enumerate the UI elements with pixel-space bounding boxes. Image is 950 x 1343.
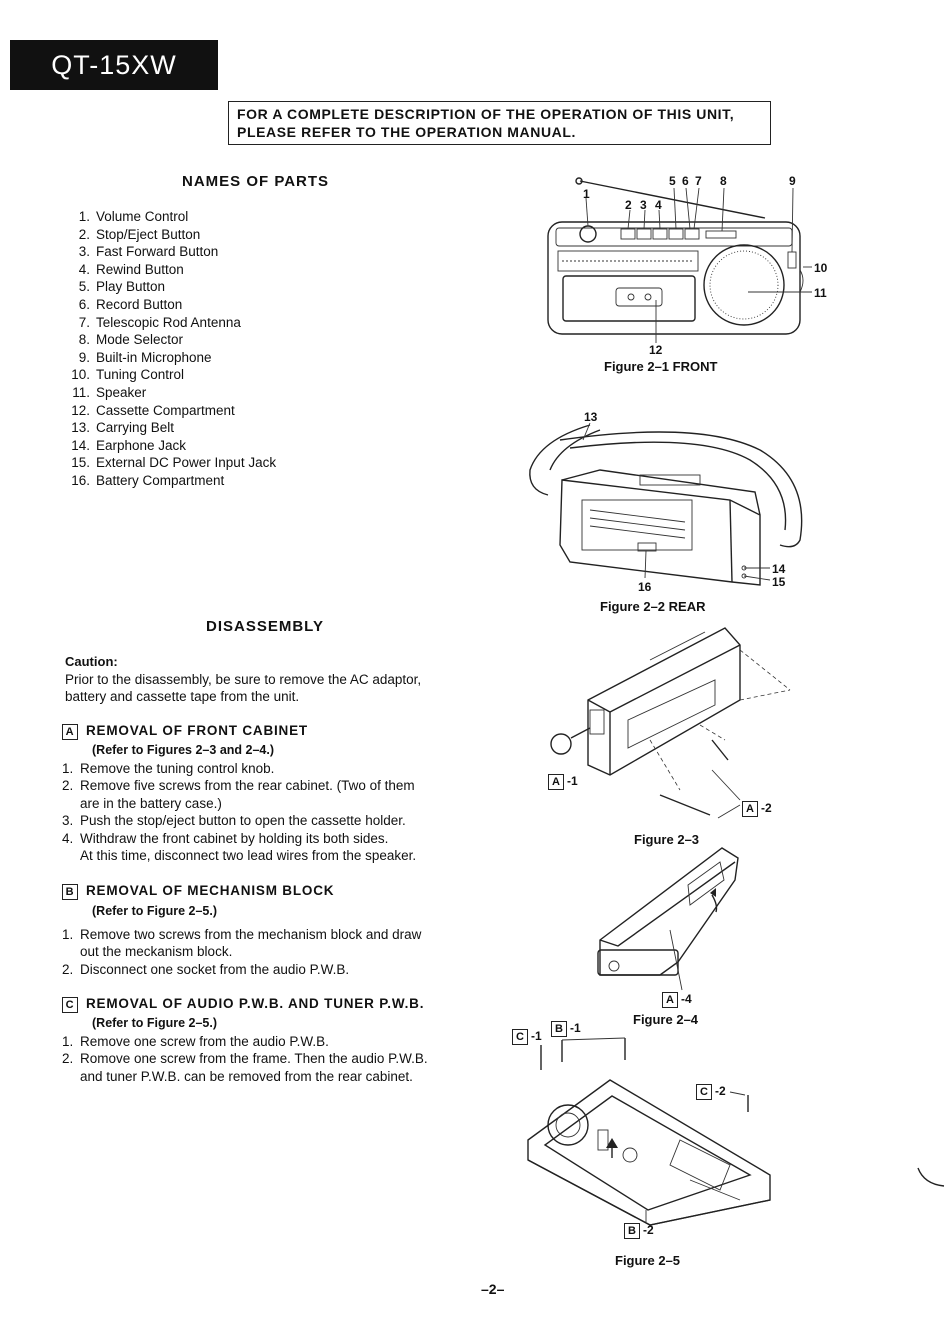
section-c-ref: (Refer to Figure 2–5.)	[92, 1016, 218, 1030]
step-continuation: out the meckanism block.	[80, 944, 233, 959]
label-b-1-suffix: -1	[570, 1021, 581, 1035]
step-text: Withdraw the front cabinet by holding its both sides.	[80, 830, 389, 846]
caution-line-1: Prior to the disassembly, be sure to remove the AC adaptor,	[65, 671, 422, 687]
callout-9: 9	[789, 174, 796, 188]
callout-15: 15	[772, 575, 786, 589]
label-c-2-letter: C	[696, 1084, 712, 1100]
figure-2-2-caption: Figure 2–2 REAR	[600, 599, 706, 614]
step-number: 4.	[62, 830, 74, 846]
caution-label: Caution:	[65, 654, 118, 669]
label-b-1-letter: B	[551, 1021, 567, 1037]
callout-6: 6	[682, 174, 689, 188]
part-number: 10.	[71, 367, 90, 383]
figure-2-3-caption: Figure 2–3	[634, 832, 700, 847]
step-number: 2.	[62, 1051, 74, 1066]
part-number: 3.	[78, 244, 90, 260]
step-number: 1.	[62, 926, 74, 942]
page-number: –2–	[481, 1281, 505, 1297]
part-number: 9.	[78, 349, 90, 365]
label-a-2-letter: A	[742, 801, 758, 817]
callout-1: 1	[583, 187, 590, 201]
part-number: 16.	[71, 472, 90, 488]
part-label: Record Button	[96, 296, 183, 312]
section-a-title-text: REMOVAL OF FRONT CABINET	[86, 723, 308, 738]
step-text: Romove one screw from the frame. Then the audio P.W.B.	[80, 1051, 428, 1066]
part-number: 8.	[78, 332, 90, 348]
figure-2-5-caption: Figure 2–5	[615, 1253, 681, 1268]
callout-2: 2	[625, 198, 632, 212]
step-continuation: and tuner P.W.B. can be removed from the rear cabinet.	[80, 1068, 413, 1084]
part-label: External DC Power Input Jack	[96, 455, 277, 471]
label-c-1-suffix: -1	[531, 1029, 542, 1043]
callout-13: 13	[584, 410, 598, 424]
part-label: Stop/Eject Button	[96, 226, 201, 242]
part-number: 6.	[78, 296, 90, 312]
label-a-1-letter: A	[548, 774, 564, 790]
part-number: 13.	[71, 420, 90, 436]
callout-11: 11	[814, 286, 827, 300]
step-number: 1.	[62, 1033, 74, 1049]
part-number: 2.	[78, 226, 90, 242]
label-a-4-letter: A	[662, 992, 678, 1008]
section-c-letter: C	[62, 997, 78, 1013]
notice-line-1: FOR A COMPLETE DESCRIPTION OF THE OPERATION OF THIS UNIT,	[237, 106, 735, 122]
step-continuation: are in the battery case.)	[80, 795, 222, 811]
section-b-letter: B	[62, 884, 78, 900]
figure-2-4-caption: Figure 2–4	[633, 1012, 699, 1027]
callout-7: 7	[695, 174, 702, 188]
label-c-1-letter: C	[512, 1029, 528, 1045]
part-number: 7.	[78, 314, 90, 330]
label-a-2-suffix: -2	[761, 801, 772, 815]
part-label: Cassette Compartment	[96, 402, 235, 418]
part-label: Volume Control	[96, 209, 189, 224]
part-label: Speaker	[96, 384, 147, 400]
part-number: 14.	[71, 437, 90, 453]
part-label: Earphone Jack	[96, 437, 187, 453]
callout-3: 3	[640, 198, 647, 212]
label-a-1-suffix: -1	[567, 774, 578, 788]
part-number: 1.	[78, 209, 90, 224]
step-text: Push the stop/eject button to open the cassette holder.	[80, 813, 406, 828]
caution-line-2: battery and cassette tape from the unit.	[65, 689, 300, 704]
callout-10: 10	[814, 261, 828, 275]
section-a-ref: (Refer to Figures 2–3 and 2–4.)	[92, 743, 275, 757]
notice-line-2: PLEASE REFER TO THE OPERATION MANUAL.	[237, 124, 577, 140]
part-label: Play Button	[96, 279, 166, 295]
figure-2-1-caption: Figure 2–1 FRONT	[604, 359, 718, 374]
step-number: 2.	[62, 961, 74, 977]
step-text: Remove the tuning control knob.	[80, 760, 275, 776]
section-c-title-text: REMOVAL OF AUDIO P.W.B. AND TUNER P.W.B.	[86, 996, 425, 1011]
part-label: Built-in Microphone	[96, 349, 212, 365]
part-label: Rewind Button	[96, 261, 184, 277]
callout-16: 16	[638, 580, 652, 594]
part-number: 11.	[72, 384, 90, 400]
step-number: 1.	[62, 760, 74, 776]
part-label: Telescopic Rod Antenna	[96, 314, 241, 330]
section-b-title-text: REMOVAL OF MECHANISM BLOCK	[86, 883, 335, 898]
step-continuation: At this time, disconnect two lead wires from the speaker.	[80, 848, 417, 863]
part-label: Tuning Control	[96, 367, 185, 383]
step-text: Remove two screws from the mechanism block and draw	[80, 926, 422, 942]
part-number: 5.	[78, 279, 90, 295]
names-of-parts-heading: NAMES OF PARTS	[182, 173, 330, 190]
part-number: 15.	[71, 455, 90, 471]
step-number: 3.	[62, 813, 74, 828]
label-b-2-suffix: -2	[643, 1223, 654, 1237]
model-title: QT-15XW	[10, 40, 218, 90]
callout-4: 4	[655, 198, 662, 212]
step-number: 2.	[62, 778, 74, 793]
part-label: Battery Compartment	[96, 472, 225, 488]
step-text: Remove one screw from the audio P.W.B.	[80, 1033, 329, 1049]
part-label: Fast Forward Button	[96, 244, 219, 260]
section-a-letter: A	[62, 724, 78, 740]
disassembly-heading: DISASSEMBLY	[206, 618, 324, 635]
callout-5: 5	[669, 174, 676, 188]
part-label: Mode Selector	[96, 332, 184, 348]
label-a-4-suffix: -4	[681, 992, 692, 1006]
part-label: Carrying Belt	[96, 420, 175, 436]
part-number: 12.	[71, 402, 90, 418]
step-text: Disconnect one socket from the audio P.W.B.	[80, 961, 350, 977]
callout-14: 14	[772, 562, 786, 576]
callout-12: 12	[649, 343, 663, 357]
label-b-2-letter: B	[624, 1223, 640, 1239]
section-b-ref: (Refer to Figure 2–5.)	[92, 904, 218, 918]
part-number: 4.	[78, 261, 90, 277]
callout-8: 8	[720, 174, 727, 188]
label-c-2-suffix: -2	[715, 1084, 726, 1098]
step-text: Remove five screws from the rear cabinet. (Two of them	[80, 778, 415, 793]
